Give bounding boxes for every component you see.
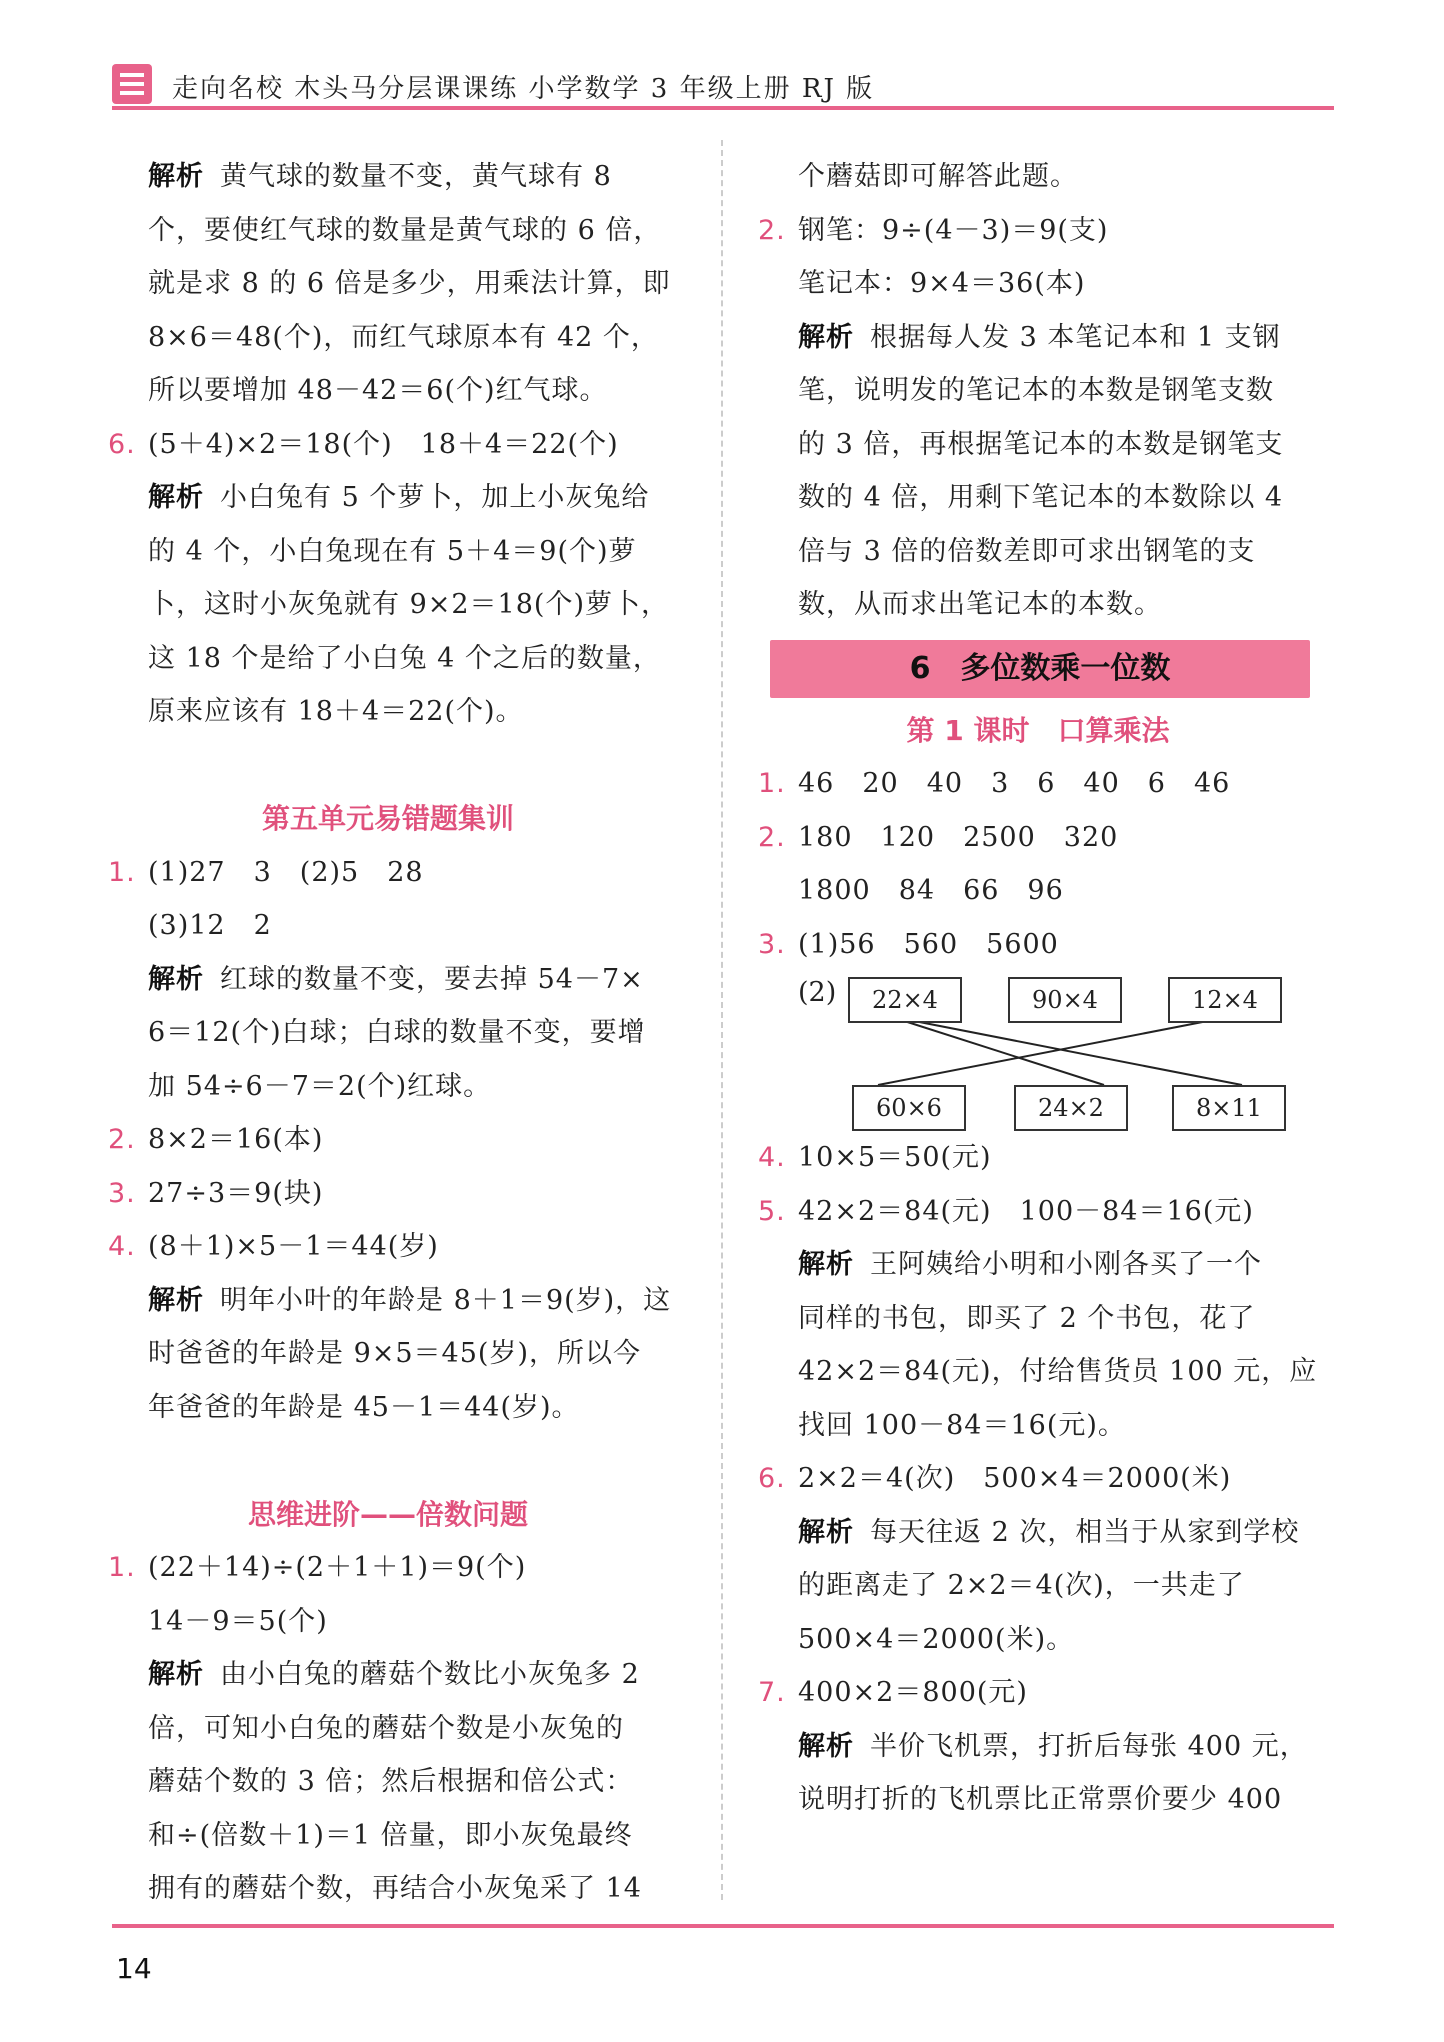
answer-line: 1800 84 66 96 <box>798 875 1064 906</box>
text-line: 拥有的蘑菇个数，再结合小灰兔采了 14 <box>148 1873 642 1904</box>
text-line: 数，从而求出笔记本的本数。 <box>798 589 1162 620</box>
analysis-label: 解析 <box>798 1516 854 1548</box>
page-header <box>112 64 1334 110</box>
match-box-top: 22×4 <box>848 977 962 1023</box>
answer-line: 14－9＝5(个) <box>148 1605 328 1637</box>
question-number: 4. <box>108 1231 136 1262</box>
analysis-label: 解析 <box>148 161 204 192</box>
lesson-title: 第 1 课时 口算乘法 <box>906 713 1170 747</box>
answer-line: 1. (22＋14)÷(2＋1＋1)＝9(个) <box>108 1541 668 1595</box>
text-line: 蘑菇个数的 3 倍；然后根据和倍公式： <box>148 1766 634 1797</box>
answer-line: 笔记本：9×4＝36(本) <box>798 268 1086 299</box>
answer-line: 1. (1)27 3 (2)5 28 <box>108 846 668 900</box>
text-line: 笔，说明发的笔记本的本数是钢笔支数 <box>798 375 1274 406</box>
text-line: 这 18 个是给了小白兔 4 个之后的数量， <box>148 642 661 674</box>
answer-line: 6. 2×2＝4(次) 500×4＝2000(米) <box>758 1452 1318 1506</box>
text-line: 解析 明年小叶的年龄是 8＋1＝9(岁)，这 <box>108 1274 668 1328</box>
page-number: 14 <box>116 1952 152 1985</box>
text-line: 个蘑菇即可解答此题。 <box>798 161 1078 192</box>
text-line: 解析 半价飞机票，打折后每张 400 元， <box>758 1720 1318 1774</box>
left-column <box>108 150 672 1916</box>
text-line: 500×4＝2000(米)。 <box>798 1623 1075 1655</box>
text-line: 的距离走了 2×2＝4(次)，一共走了 <box>798 1570 1245 1601</box>
text-line: 所以要增加 48－42＝6(个)红气球。 <box>148 375 608 406</box>
question-number: 1. <box>108 856 136 888</box>
text-line: 的 3 倍，再根据笔记本的本数是钢笔支 <box>798 428 1284 460</box>
text-line: 解析 小白兔有 5 个萝卜，加上小灰兔给 <box>108 471 668 525</box>
analysis-label: 解析 <box>148 1284 204 1316</box>
match-box-bottom: 8×11 <box>1172 1085 1286 1131</box>
text-line: 6＝12(个)白球；白球的数量不变，要增 <box>148 1017 646 1048</box>
section-title: 思维进阶——倍数问题 <box>247 1497 528 1531</box>
answer-line: 2. 8×2＝16(本) <box>108 1113 668 1167</box>
text-line: 原来应该有 18＋4＝22(个)。 <box>148 696 524 727</box>
text-line: 找回 100－84＝16(元)。 <box>798 1409 1126 1441</box>
text-line: 年爸爸的年龄是 45－1＝44(岁)。 <box>148 1391 580 1423</box>
text-line: 卜，这时小灰兔就有 9×2＝18(个)萝卜， <box>148 589 669 620</box>
text-line: 个，要使红气球的数量是黄气球的 6 倍， <box>148 214 662 246</box>
text-line: 8×6＝48(个)，而红气球原本有 42 个， <box>148 321 659 353</box>
match-box-top: 12×4 <box>1168 977 1282 1023</box>
header-divider <box>112 106 1334 110</box>
analysis-label: 解析 <box>148 482 204 513</box>
text-line: 的 4 个，小白兔现在有 5＋4＝9(个)萝 <box>148 535 637 567</box>
match-box-bottom: 60×6 <box>852 1085 966 1131</box>
text-line: 倍，可知小白兔的蘑菇个数是小灰兔的 <box>148 1712 624 1744</box>
analysis-label: 解析 <box>798 321 854 353</box>
text-line: 和÷(倍数＋1)＝1 倍量，即小灰兔最终 <box>148 1819 633 1851</box>
header-title: 走向名校 木头马分层课课练 小学数学 3 年级上册 RJ 版 <box>172 74 875 104</box>
text-line: 解析 由小白兔的蘑菇个数比小灰兔多 2 <box>108 1648 668 1702</box>
question-number: 6. <box>108 428 136 460</box>
answer-line: 7. 400×2＝800(元) <box>758 1666 1318 1720</box>
text-line: 解析 每天往返 2 次，相当于从家到学校 <box>758 1506 1318 1560</box>
answer-line: (3)12 2 <box>148 910 272 941</box>
match-box-top: 90×4 <box>1008 977 1122 1023</box>
question-number: 6. <box>758 1463 786 1494</box>
answer-line: 3. 27÷3＝9(块) <box>108 1167 668 1221</box>
text-line: 解析 红球的数量不变，要去掉 54－7× <box>108 953 668 1007</box>
text-line: 加 54÷6－7＝2(个)红球。 <box>148 1070 492 1102</box>
question-number: 1. <box>108 1552 136 1583</box>
question-number: 3. <box>108 1177 136 1209</box>
answer-line: 2. 钢笔：9÷(4－3)＝9(支) <box>758 204 1318 258</box>
analysis-label: 解析 <box>798 1249 854 1280</box>
section-title: 第五单元易错题集训 <box>261 802 514 835</box>
matching-diagram <box>798 971 1318 1131</box>
answer-line: 4. 10×5＝50(元) <box>758 1131 1318 1185</box>
match-box-bottom: 24×2 <box>1014 1085 1128 1131</box>
column-divider <box>721 140 723 1900</box>
question-number: 1. <box>758 768 786 799</box>
question-number: 2. <box>758 821 786 853</box>
text-line: 42×2＝84(元)，付给售货员 100 元，应 <box>798 1356 1318 1387</box>
text-line: 同样的书包，即买了 2 个书包，花了 <box>798 1302 1256 1334</box>
text-line: 时爸爸的年龄是 9×5＝45(岁)，所以今 <box>148 1338 641 1369</box>
answer-line: 3. (1)56 560 5600 <box>758 918 1318 972</box>
sub-question-label: (2) <box>798 977 837 1008</box>
question-number: 5. <box>758 1195 786 1227</box>
footer-divider <box>112 1924 1334 1928</box>
text-line: 解析 根据每人发 3 本笔记本和 1 支钢 <box>758 311 1318 365</box>
text-line: 解析 黄气球的数量不变，黄气球有 8 <box>108 150 668 204</box>
chapter-banner <box>770 640 1310 698</box>
answer-line: 4. (8＋1)×5－1＝44(岁) <box>108 1220 668 1274</box>
chapter-title: 6 多位数乘一位数 <box>909 650 1171 686</box>
answer-line: 2. 180 120 2500 320 <box>758 811 1318 865</box>
question-number: 3. <box>758 928 786 960</box>
text-line: 倍与 3 倍的倍数差即可求出钢笔的支 <box>798 535 1256 567</box>
analysis-label: 解析 <box>798 1730 854 1762</box>
text-line: 就是求 8 的 6 倍是多少，用乘法计算，即 <box>148 268 671 299</box>
text-line: 数的 4 倍，用剩下笔记本的本数除以 4 <box>798 482 1284 513</box>
question-number: 4. <box>758 1142 786 1173</box>
question-number: 7. <box>758 1677 786 1708</box>
question-number: 2. <box>758 214 786 246</box>
answer-line: 1. 46 20 40 3 6 40 6 46 <box>758 757 1318 811</box>
analysis-label: 解析 <box>148 1659 204 1690</box>
right-column <box>758 150 1318 1827</box>
text-line: 说明打折的飞机票比正常票价要少 400 <box>798 1784 1283 1815</box>
book-icon <box>112 64 152 104</box>
text-line: 解析 王阿姨给小明和小刚各买了一个 <box>758 1238 1318 1292</box>
answer-line: 5. 42×2＝84(元) 100－84＝16(元) <box>758 1185 1318 1239</box>
question-number: 2. <box>108 1124 136 1155</box>
analysis-label: 解析 <box>148 963 204 995</box>
answer-line: 6. (5＋4)×2＝18(个) 18＋4＝22(个) <box>108 418 668 472</box>
